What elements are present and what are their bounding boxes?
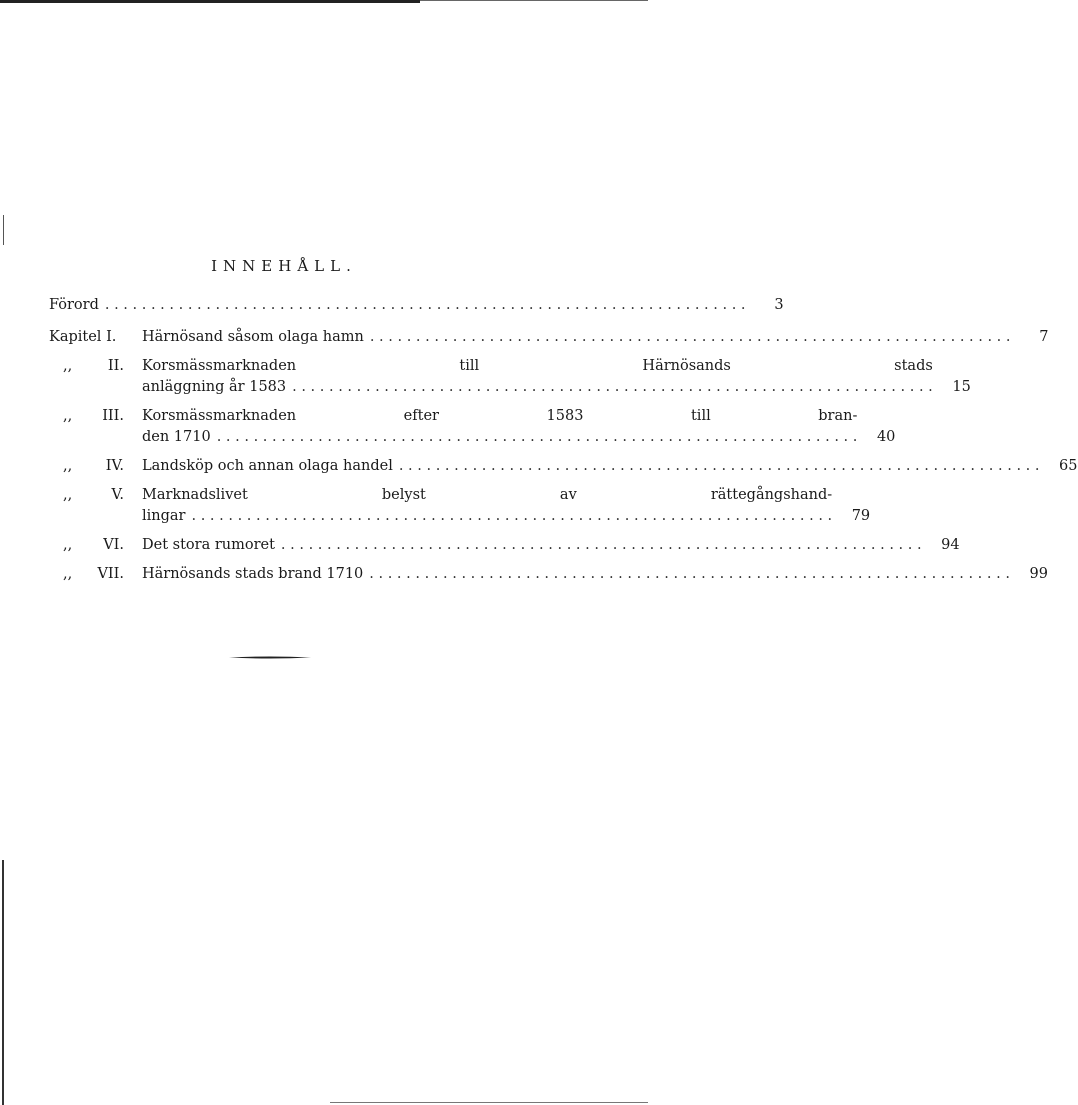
toc-page-number: 79 [851,508,871,524]
chapter-number: IV. [105,458,124,474]
toc-entry-title: den 1710 [142,429,211,445]
dot-leader [370,327,1011,348]
dot-leader [369,564,1010,585]
toc-page-number: 65 [1059,458,1078,474]
toc-entry-title: Det stora rumoret [142,537,275,553]
toc-entry-foreword [49,295,784,316]
toc-page-number: 94 [941,537,960,553]
chapter-number: I. [106,329,117,345]
chapter-number: V. [111,487,124,503]
toc-chapter-prefix [49,485,142,506]
table-of-contents [49,295,1078,593]
toc-entry-chapter-2 [49,356,971,398]
toc-entry-chapter-5 [49,485,871,527]
chapter-number: II. [107,358,124,374]
chapter-number: III. [102,408,124,424]
dot-leader [281,535,922,556]
toc-entry-chapter-3 [49,406,896,448]
ditto-mark: ,, [63,566,73,582]
decorative-rule [229,656,311,659]
scan-edge [3,215,4,245]
toc-entry-chapter-1 [49,327,1049,348]
ditto-mark: ,, [63,487,73,503]
toc-entry-title: Marknadslivet belyst av rättegångshand- [142,487,833,503]
toc-entry-chapter-7 [49,564,1048,585]
toc-entry-title: Korsmässmarknaden efter 1583 till bran- [142,408,858,424]
toc-entry-chapter-4 [49,456,1078,477]
chapter-number: VI. [103,537,124,553]
toc-entry-title: lingar [142,508,186,524]
toc-page-number: 40 [876,429,896,445]
toc-entry-title: Korsmässmarknaden till Härnösands stads [142,358,933,374]
chapter-number: VII. [97,566,124,582]
scan-edge [2,860,4,1105]
toc-page-number: 15 [952,379,971,395]
dot-leader [105,295,746,316]
toc-page-number: 3 [774,297,784,313]
dot-leader [217,427,858,448]
toc-entry-title: Landsköp och annan olaga handel [142,458,393,474]
page-title: INNEHÅLL. [211,257,357,275]
toc-chapter-prefix [49,456,142,477]
toc-chapter-prefix [49,356,142,377]
dot-leader [292,377,933,398]
scan-edge [330,1102,648,1103]
dot-leader [191,506,832,527]
ditto-mark: ,, [63,537,73,553]
chapter-word: Kapitel [49,329,102,345]
toc-entry-title: anläggning år 1583 [142,379,287,395]
toc-entry-chapter-6 [49,535,960,556]
ditto-mark: ,, [63,458,73,474]
scan-edge [420,0,648,1]
toc-page-number: 99 [1029,566,1048,582]
toc-page-number: 7 [1039,329,1049,345]
ditto-mark: ,, [63,408,73,424]
toc-chapter-prefix [49,564,142,585]
toc-chapter-prefix [49,535,142,556]
scan-edge [0,0,420,3]
toc-chapter-prefix [49,327,142,348]
ditto-mark: ,, [63,358,73,374]
toc-entry-label: Förord [49,297,99,313]
toc-entry-title: Härnösand såsom olaga hamn [142,329,364,345]
toc-entry-title: Härnösands stads brand 1710 [142,566,364,582]
toc-chapter-prefix [49,406,142,427]
dot-leader [399,456,1040,477]
